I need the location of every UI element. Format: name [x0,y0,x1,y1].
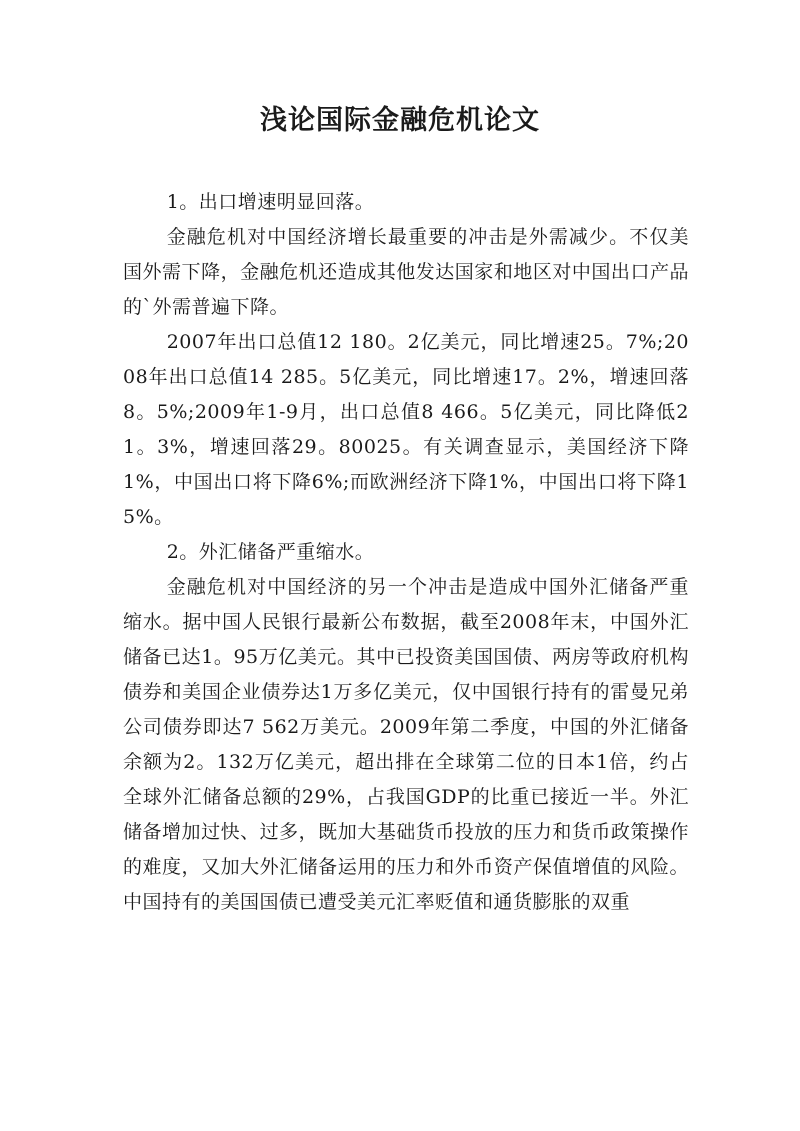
document-body [123,185,689,920]
document-title: 浅论国际金融危机论文 [260,105,540,136]
paragraph-export-statistics: 2007年出口总值12 180。2亿美元，同比增速25。7%;2008年出口总值14 285。5亿美元，同比增速17。2%，增速回落8。5%;2009年1-9月，出口总值8 466。5亿美元，同比降低21。3%，增速回落29。80025。有关调查显示，美国经济下降1%，中国出口将下降6%;而欧洲经济下降1%，中国出口将下降15%。 [123,331,689,528]
paragraph-export-heading: 1。出口增速明显回落。 [166,191,375,213]
paragraph-external-demand: 金融危机对中国经济增长最重要的冲击是外需减少。不仅美国外需下降，金融危机还造成其他发达国家和地区对中国出口产品的`外需普遍下降。 [123,226,689,318]
paragraph-reserves-detail: 金融危机对中国经济的另一个冲击是造成中国外汇储备严重缩水。据中国人民银行最新公布数据，截至2008年末，中国外汇储备已达1。95万亿美元。其中已投资美国国债、两房等政府机构债券和美国企业债券达1万多亿美元，仅中国银行持有的雷曼兄弟公司债券即达7 562万美元。2009年第二季度，中国的外汇储备余额为2。132万亿美元，超出排在全球第二位的日本1倍，约占全球外汇储备总额的29%，占我国GDP的比重已接近一半。外汇储备增加过快、过多，既加大基础货币投放的压力和货币政策操作的难度，又加大外汇储备运用的压力和外币资产保值增值的风险。中国持有的美国国债已遭受美元汇率贬值和通货膨胀的双重 [123,576,689,913]
paragraph-reserves-heading: 2。外汇储备严重缩水。 [166,541,375,563]
